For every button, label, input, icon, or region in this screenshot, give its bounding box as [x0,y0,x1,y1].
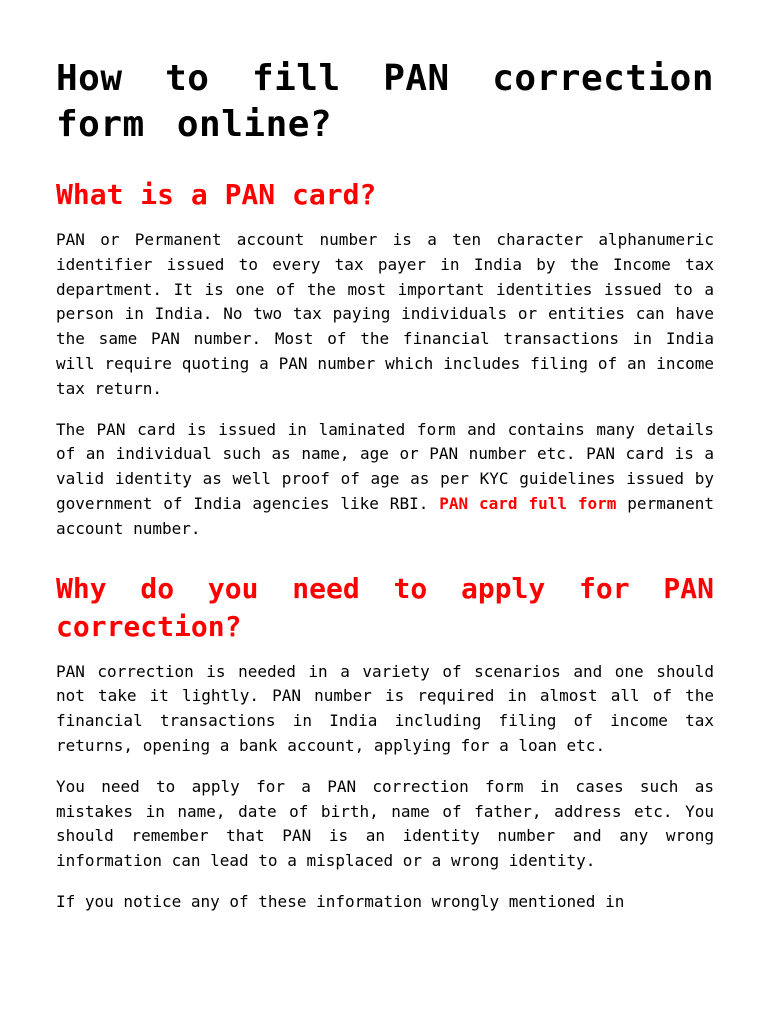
paragraph-pan-card-details [56,418,714,542]
paragraph-correction-needed: PAN correction is needed in a variety of scenarios and one should not take it lightly. PAN number is required in almost all of the financial transactions in India including filing of income tax returns, opening a bank account, applying for a loan etc. [56,661,714,755]
paragraph-text: The PAN card is issued in laminated form and contains many details of an individual such as name, age or PAN number etc. PAN card is a valid identity as well proof of age as per KYC guidelines issued by government of India agencies like RBI. [56,419,714,513]
paragraph-notice-info: If you notice any of these information wrongly mentioned in [56,891,625,911]
section-heading-why-correction: Why do you need to apply for PAN correction? [56,571,714,643]
section-heading-what-is-pan: What is a PAN card? [56,178,377,211]
paragraph-pan-definition: PAN or Permanent account number is a ten character alphanumeric identifier issued to every tax payer in India by the Income tax department. It is one of the most important identities issued to a person in India. No two tax paying individuals or entities can have the same PAN number. Most of the financial transactions in India will require quoting a PAN number which includes filing of an income tax return. [56,230,714,398]
pan-full-form-link[interactable]: PAN card full form [439,493,617,513]
paragraph-text-after-link: permanent account number. [56,493,714,538]
paragraph-correction-cases: You need to apply for a PAN correction form in cases such as mistakes in name, date of birth, name of father, address etc. You should remember that PAN is an identity number and any wrong information can lead to a misplaced or a wrong identity. [56,776,714,871]
page-title: How to fill PAN correction form online? [56,58,714,145]
